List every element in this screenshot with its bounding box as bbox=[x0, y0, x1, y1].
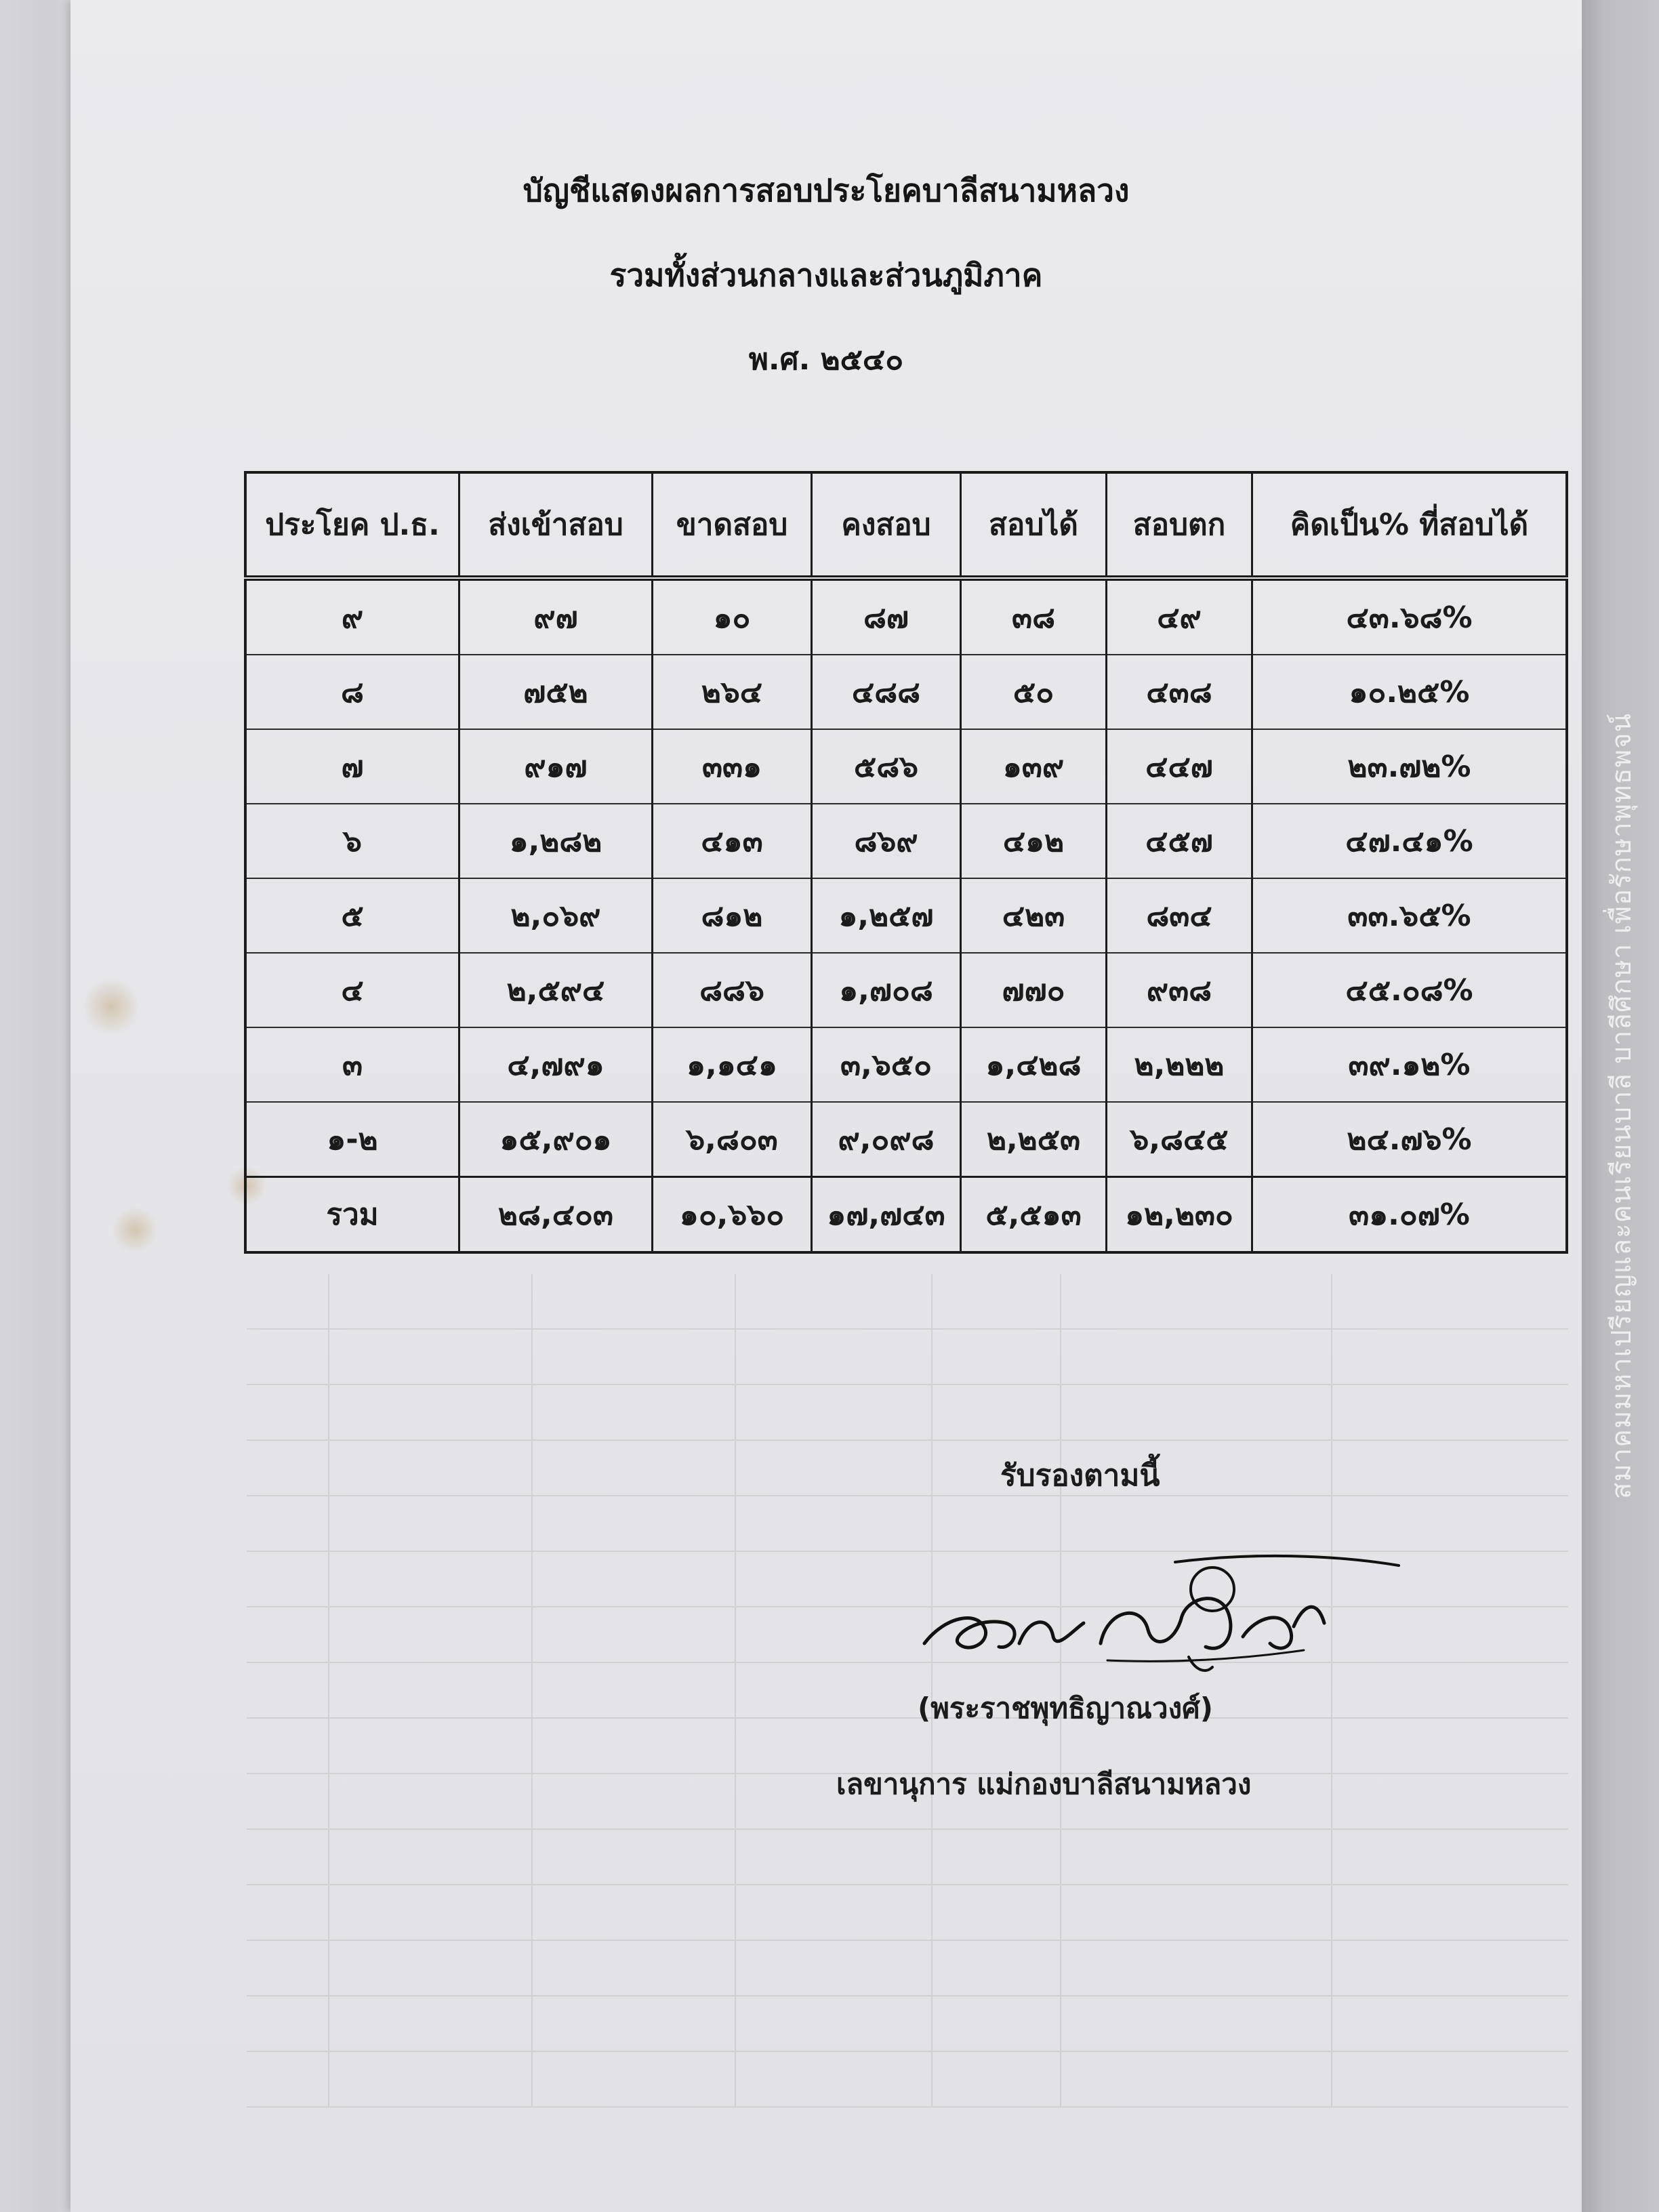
cell-failed: ๔๙ bbox=[1107, 578, 1252, 655]
cell-absent: ๓๓๑ bbox=[653, 729, 812, 804]
cell-present: ๕๘๖ bbox=[812, 729, 961, 804]
cell-level: ๔ bbox=[245, 953, 459, 1027]
cell-total-passed: ๕,๕๑๓ bbox=[961, 1177, 1107, 1253]
cell-level: ๘ bbox=[245, 655, 459, 729]
cell-passed: ๕๐ bbox=[961, 655, 1107, 729]
cell-absent: ๒๖๔ bbox=[653, 655, 812, 729]
cell-failed: ๔๓๘ bbox=[1107, 655, 1252, 729]
col-header-submitted: ส่งเข้าสอบ bbox=[459, 472, 653, 578]
col-header-absent: ขาดสอบ bbox=[653, 472, 812, 578]
cell-passed: ๔๒๓ bbox=[961, 878, 1107, 953]
cell-absent: ๖,๘๐๓ bbox=[653, 1102, 812, 1177]
cell-submitted: ๑๕,๙๐๑ bbox=[459, 1102, 653, 1177]
cell-pass-percent: ๔๓.๖๘% bbox=[1252, 578, 1568, 655]
table-row bbox=[245, 1102, 1567, 1177]
cell-level: ๕ bbox=[245, 878, 459, 953]
signer-title: เลขานุการ แม่กองบาลีสนามหลวง bbox=[836, 1767, 1252, 1801]
cell-total-label: รวม bbox=[245, 1177, 459, 1253]
cell-submitted: ๗๕๒ bbox=[459, 655, 653, 729]
table-row bbox=[245, 1027, 1567, 1102]
cell-failed: ๘๓๔ bbox=[1107, 878, 1252, 953]
cell-pass-percent: ๒๔.๗๖% bbox=[1252, 1102, 1568, 1177]
cell-absent: ๔๑๓ bbox=[653, 804, 812, 878]
cell-total-present: ๑๗,๗๔๓ bbox=[812, 1177, 961, 1253]
cell-passed: ๑,๔๒๘ bbox=[961, 1027, 1107, 1102]
cell-submitted: ๒,๕๙๔ bbox=[459, 953, 653, 1027]
cell-pass-percent: ๔๗.๔๑% bbox=[1252, 804, 1568, 878]
col-header-passed: สอบได้ bbox=[961, 472, 1107, 578]
certification-text: รับรองตามนี้ bbox=[1000, 1458, 1160, 1493]
cell-passed: ๓๘ bbox=[961, 578, 1107, 655]
cell-pass-percent: ๔๕.๐๘% bbox=[1252, 953, 1568, 1027]
table-row bbox=[245, 655, 1567, 729]
cell-failed: ๔๔๗ bbox=[1107, 729, 1252, 804]
col-header-failed: สอบตก bbox=[1107, 472, 1252, 578]
table-row bbox=[245, 729, 1567, 804]
table-total-row bbox=[245, 1177, 1567, 1253]
cell-pass-percent: ๒๓.๗๒% bbox=[1252, 729, 1568, 804]
cell-absent: ๑,๑๔๑ bbox=[653, 1027, 812, 1102]
handwritten-signature bbox=[904, 1535, 1412, 1687]
cell-pass-percent: ๑๐.๒๕% bbox=[1252, 655, 1568, 729]
cell-submitted: ๔,๗๙๑ bbox=[459, 1027, 653, 1102]
cell-present: ๘๗ bbox=[812, 578, 961, 655]
paper-stain bbox=[84, 976, 138, 1037]
cell-total-submitted: ๒๘,๔๐๓ bbox=[459, 1177, 653, 1253]
cell-failed: ๔๕๗ bbox=[1107, 804, 1252, 878]
cell-present: ๘๖๙ bbox=[812, 804, 961, 878]
cell-total-pass-percent: ๓๑.๐๗% bbox=[1252, 1177, 1568, 1253]
cell-submitted: ๒,๐๖๙ bbox=[459, 878, 653, 953]
exam-results-table bbox=[244, 471, 1568, 1254]
document-subtitle: รวมทั้งส่วนกลางและส่วนภูมิภาค bbox=[609, 257, 1043, 293]
document-page bbox=[70, 0, 1582, 2212]
cell-present: ๓,๖๕๐ bbox=[812, 1027, 961, 1102]
cell-pass-percent: ๓๓.๖๕% bbox=[1252, 878, 1568, 953]
cell-passed: ๑๓๙ bbox=[961, 729, 1107, 804]
cell-total-absent: ๑๐,๖๖๐ bbox=[653, 1177, 812, 1253]
table-row bbox=[245, 578, 1567, 655]
col-header-level: ประโยค ป.ธ. bbox=[245, 472, 459, 578]
document-title: บัญชีแสดงผลการสอบประโยคบาลีสนามหลวง bbox=[523, 172, 1130, 209]
cell-absent: ๘๑๒ bbox=[653, 878, 812, 953]
cell-submitted: ๙๑๗ bbox=[459, 729, 653, 804]
cell-passed: ๒,๒๕๓ bbox=[961, 1102, 1107, 1177]
cell-present: ๑,๒๕๗ bbox=[812, 878, 961, 953]
col-header-present: คงสอบ bbox=[812, 472, 961, 578]
cell-pass-percent: ๓๙.๑๒% bbox=[1252, 1027, 1568, 1102]
cell-passed: ๔๑๒ bbox=[961, 804, 1107, 878]
cell-present: ๔๘๘ bbox=[812, 655, 961, 729]
document-year: พ.ศ. ๒๕๔๐ bbox=[748, 342, 904, 377]
cell-present: ๑,๗๐๘ bbox=[812, 953, 961, 1027]
cell-submitted: ๑,๒๘๒ bbox=[459, 804, 653, 878]
watermark-text: สมาคมมหาเปรียญและคนเรียนบาลี บาลีศึกษา เพื่อรักษาพุทธพจน์ bbox=[1606, 713, 1637, 1499]
cell-failed: ๙๓๘ bbox=[1107, 953, 1252, 1027]
cell-level: ๓ bbox=[245, 1027, 459, 1102]
paper-stain bbox=[111, 1206, 159, 1254]
cell-total-failed: ๑๒,๒๓๐ bbox=[1107, 1177, 1252, 1253]
cell-submitted: ๙๗ bbox=[459, 578, 653, 655]
cell-failed: ๖,๘๔๕ bbox=[1107, 1102, 1252, 1177]
cell-level: ๗ bbox=[245, 729, 459, 804]
table-row bbox=[245, 804, 1567, 878]
signer-name: (พระราชพุทธิญาณวงศ์) bbox=[918, 1692, 1213, 1725]
bleed-through-table bbox=[247, 1274, 1568, 2108]
cell-level: ๑-๒ bbox=[245, 1102, 459, 1177]
table-row bbox=[245, 953, 1567, 1027]
col-header-pass-percent: คิดเป็น% ที่สอบได้ bbox=[1252, 472, 1568, 578]
cell-passed: ๗๗๐ bbox=[961, 953, 1107, 1027]
cell-level: ๙ bbox=[245, 578, 459, 655]
cell-failed: ๒,๒๒๒ bbox=[1107, 1027, 1252, 1102]
cell-absent: ๘๘๖ bbox=[653, 953, 812, 1027]
table-row bbox=[245, 878, 1567, 953]
cell-present: ๙,๐๙๘ bbox=[812, 1102, 961, 1177]
table-header-row bbox=[245, 472, 1567, 578]
cell-level: ๖ bbox=[245, 804, 459, 878]
cell-absent: ๑๐ bbox=[653, 578, 812, 655]
